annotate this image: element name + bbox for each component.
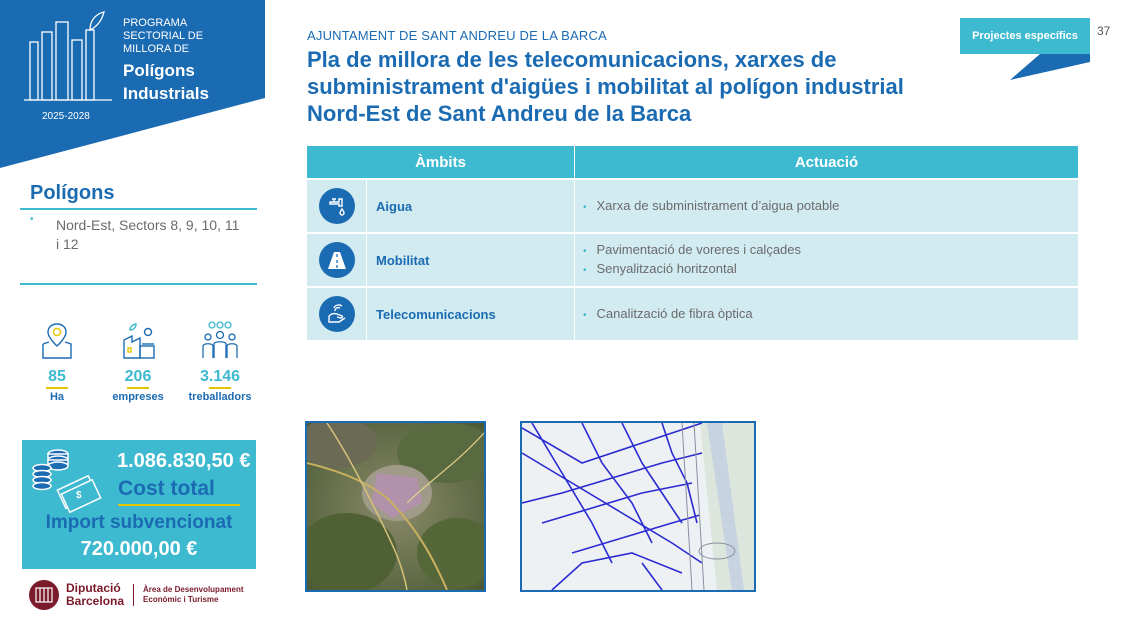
- banner-line-5: Industrials: [123, 84, 209, 103]
- stat-workers-label: treballadors: [188, 391, 252, 403]
- factory-icon: [98, 320, 178, 360]
- street-map-image: [520, 421, 756, 592]
- banner-line-4: Polígons: [123, 61, 195, 80]
- action-item: Xarxa de subministrament d’aigua potable: [596, 197, 840, 213]
- banner-line-2: SECTORIAL DE: [123, 30, 204, 42]
- poligons-bullet: •: [30, 214, 34, 225]
- svg-text:$: $: [76, 490, 82, 501]
- poligons-bottom-rule: [20, 283, 257, 285]
- stat-workers-value: 3.146: [199, 368, 241, 385]
- cost-total-label: Cost total: [118, 477, 215, 500]
- cost-box: [22, 440, 256, 569]
- stat-companies-label: empreses: [112, 391, 164, 403]
- page-subtitle: AJUNTAMENT DE SANT ANDREU DE LA BARCA: [307, 28, 607, 43]
- stat-companies: [98, 320, 178, 403]
- ambit-name: Telecomunicacions: [367, 288, 575, 340]
- subsidy-label: Import subvencionat: [45, 512, 233, 533]
- stat-area-value: 85: [48, 368, 66, 385]
- diputacio-logo: [28, 579, 244, 611]
- aerial-map-image: [305, 421, 486, 592]
- map-pin-icon: [17, 320, 97, 360]
- ambit-name: Aigua: [367, 180, 575, 232]
- stat-area: [17, 320, 97, 403]
- telecom-hand-icon: [319, 296, 355, 332]
- road-icon: [319, 242, 355, 278]
- table-row: Telecomunicacions • Canalització de fibra òptica: [307, 288, 1078, 340]
- page-number: 37: [1097, 24, 1111, 38]
- logo-area-line-2: Econòmic i Turisme: [143, 595, 219, 604]
- stat-workers: [180, 320, 260, 403]
- poligons-rule: [20, 208, 257, 210]
- column-header-ambits: Àmbits: [307, 146, 575, 178]
- table-row: Aigua • Xarxa de subministrament d’aigua potable: [307, 180, 1078, 232]
- workers-icon: [180, 320, 260, 360]
- stat-area-label: Ha: [49, 391, 65, 403]
- table-header: [307, 146, 1078, 178]
- logo-name-line-2: Barcelona: [66, 594, 125, 608]
- program-banner: [0, 0, 265, 170]
- action-item: Pavimentació de voreres i calçades: [596, 242, 802, 257]
- page-title: Pla de millora de les telecomunicacions, xarxes de subministrament d'aigües i mobilitat al polígon industrial Nord-Est de Sant Andreu de la Barca: [307, 47, 904, 126]
- poligons-text: Nord-Est, Sectors 8, 9, 10, 11 i 12: [56, 217, 240, 252]
- subsidy-amount: 720.000,00 €: [80, 538, 198, 560]
- ambit-name: Mobilitat: [367, 234, 575, 286]
- action-item: Senyalització horitzontal: [596, 261, 737, 276]
- logo-area-line-1: Àrea de Desenvolupament: [143, 585, 244, 594]
- stat-companies-value: 206: [124, 368, 152, 385]
- cost-total-amount: 1.086.830,50 €: [117, 450, 251, 472]
- poligons-title: Polígons: [30, 182, 115, 204]
- logo-name-line-1: Diputació: [66, 581, 121, 595]
- table-row: Mobilitat • Pavimentació de voreres i calçades • Senyalització horitzontal: [307, 234, 1078, 286]
- actions-table: [307, 146, 1078, 340]
- action-item: Canalització de fibra òptica: [596, 305, 753, 321]
- column-header-actuacio: Actuació: [794, 153, 859, 171]
- money-icon: [30, 446, 110, 516]
- banner-years: 2025-2028: [42, 111, 90, 122]
- banner-line-3: MILLORA DE: [123, 43, 190, 55]
- banner-line-1: PROGRAMA: [123, 17, 188, 29]
- diputacio-emblem-icon: [28, 579, 60, 611]
- section-tag: Projectes específics: [972, 30, 1078, 42]
- water-tap-icon: [319, 188, 355, 224]
